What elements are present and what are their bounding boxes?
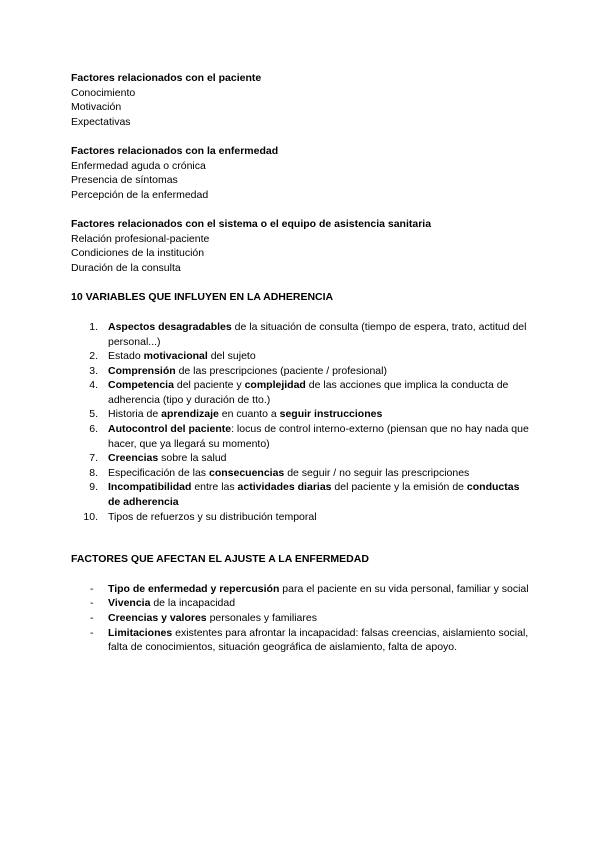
emphasis-text: Limitaciones [108, 626, 173, 639]
adjustment-factor-item [71, 596, 531, 611]
list-number: 9. [89, 481, 98, 494]
body-text: Tipos de refuerzos y su distribución temporal [108, 510, 317, 523]
group-title: Factores relacionados con la enfermedad [71, 144, 279, 157]
group-item: Relación profesional-paciente [71, 232, 210, 245]
variable-item [71, 364, 531, 379]
variable-item [71, 320, 531, 349]
list-number: 5. [89, 408, 98, 421]
body-text: del paciente y la emisión de [331, 481, 467, 494]
group-disease-factors [71, 144, 531, 202]
dash-bullet: - [90, 612, 94, 624]
group-item: Condiciones de la institución [71, 247, 205, 260]
body-text: en cuanto a [218, 408, 280, 421]
body-text: : locus de control interno-externo (piensan que no hay nada que hacer, que ya llegará su momento) [108, 423, 529, 450]
dash-bullet: - [90, 597, 94, 610]
group-item: Presencia de síntomas [71, 174, 178, 187]
body-text: para el paciente en su vida personal, familiar y social [279, 582, 529, 595]
body-text: personales y familiares [206, 612, 317, 624]
variable-item [71, 510, 531, 525]
body-text: entre las [191, 481, 238, 494]
body-text: Especificación de las [108, 466, 209, 479]
group-item: Duración de la consulta [71, 261, 181, 274]
emphasis-text: Incompatibilidad [108, 481, 192, 494]
group-item: Percepción de la enfermedad [71, 188, 209, 201]
body-text: del sujeto [207, 350, 256, 363]
variable-item [71, 378, 531, 407]
emphasis-text: consecuencias [208, 466, 285, 479]
body-text: Historia de [108, 408, 162, 421]
variable-item [71, 422, 531, 451]
emphasis-text: Creencias [108, 452, 159, 465]
group-title: Factores relacionados con el paciente [71, 72, 262, 84]
list-number: 8. [89, 466, 98, 479]
section-title-adjustment-factors: FACTORES QUE AFECTAN EL AJUSTE A LA ENFERMEDAD [71, 553, 369, 566]
variable-item [71, 407, 531, 422]
variable-item [71, 451, 531, 466]
body-text: del paciente y [173, 379, 245, 392]
emphasis-text: Aspectos desagradables [108, 320, 232, 333]
emphasis-text: Competencia [108, 379, 174, 392]
list-number: 2. [89, 350, 98, 363]
emphasis-text: Comprensión [108, 364, 176, 377]
emphasis-text: motivacional [143, 350, 208, 363]
emphasis-text: Creencias y valores [108, 612, 207, 624]
emphasis-text: Vivencia [108, 597, 151, 610]
body-text: de las prescripciones (paciente / profesional) [175, 364, 387, 377]
document-page [71, 71, 531, 655]
section-title-variables: 10 VARIABLES QUE INFLUYEN EN LA ADHERENCIA [71, 291, 334, 304]
body-text: de la incapacidad [150, 597, 236, 610]
emphasis-text: Autocontrol del paciente [108, 423, 232, 436]
variable-item [71, 466, 531, 481]
body-text: de seguir / no seguir las prescripciones [284, 466, 470, 479]
emphasis-text: conductas de adherencia [108, 481, 520, 509]
list-number: 1. [89, 320, 98, 333]
body-text: sobre la salud [158, 452, 227, 465]
list-number: 10. [83, 510, 98, 523]
list-number: 3. [89, 364, 98, 377]
adjustment-factor-item [71, 626, 531, 655]
emphasis-text: actividades diarias [237, 481, 332, 494]
adjustment-factors-list [71, 582, 531, 655]
group-item: Conocimiento [71, 86, 136, 99]
emphasis-text: aprendizaje [161, 408, 219, 421]
emphasis-text: seguir instrucciones [279, 408, 383, 421]
group-item: Expectativas [71, 115, 131, 128]
variables-list [71, 320, 531, 524]
body-text: existentes para afrontar la incapacidad: falsas creencias, aislamiento social, falta de conocimientos, situación geográfica de aislamiento, falta de apoyo. [108, 626, 529, 654]
emphasis-text: Tipo de enfermedad y repercusión [108, 582, 280, 595]
group-title: Factores relacionados con el sistema o el equipo de asistencia sanitaria [71, 217, 432, 230]
emphasis-text: complejidad [244, 379, 306, 392]
group-patient-factors [71, 71, 531, 129]
dash-bullet: - [90, 626, 94, 639]
group-item: Enfermedad aguda o crónica [71, 159, 206, 172]
group-item: Motivación [71, 101, 122, 114]
adjustment-factor-item [71, 582, 531, 597]
variable-item [71, 480, 531, 509]
dash-bullet: - [90, 582, 94, 595]
list-number: 6. [89, 423, 98, 436]
body-text: de las acciones que implica la conducta de adherencia (tipo y duración de tto.) [108, 379, 509, 406]
body-text: Estado [108, 350, 144, 363]
variable-item [71, 349, 531, 364]
adjustment-factor-item [71, 611, 531, 626]
group-healthcare-system-factors [71, 217, 531, 275]
list-number: 4. [89, 379, 98, 392]
list-number: 7. [89, 452, 98, 465]
body-text: de la situación de consulta (tiempo de espera, trato, actitud del personal...) [108, 320, 527, 348]
